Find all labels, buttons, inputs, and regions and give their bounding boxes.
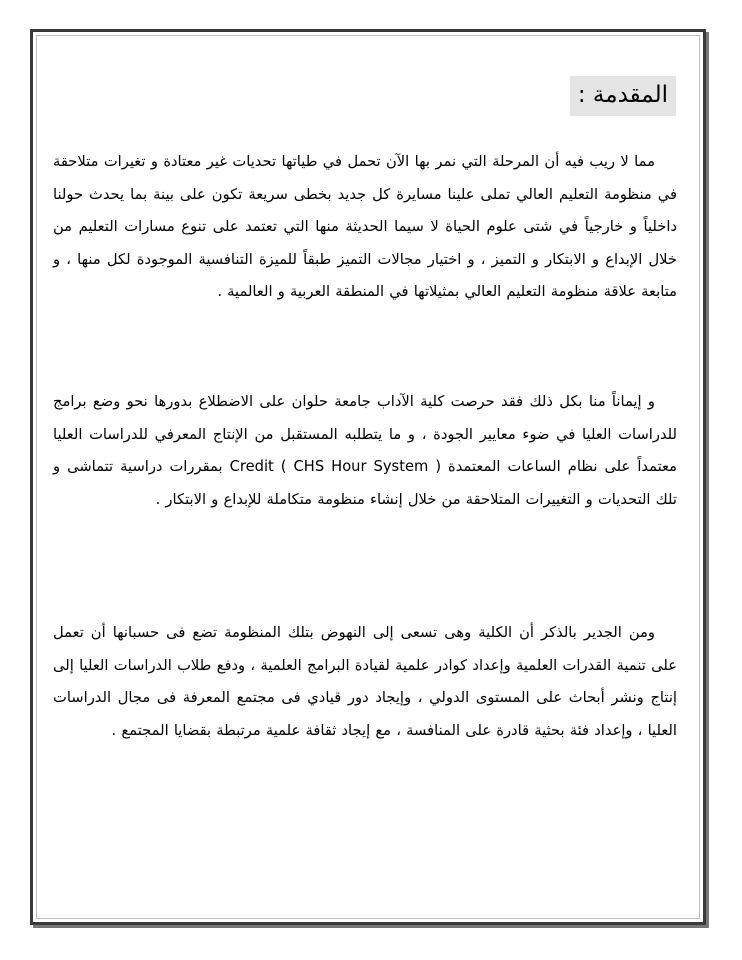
- paragraph-introduction: مما لا ريب فيه أن المرحلة التي نمر بها الآن تحمل في طياتها تحديات غير معتادة و تغيرات متلاحقة في منظومة التعليم العالي تملى علينا مسايرة كل جديد بخطى سريعة تكون على بينة بما يحدث حولنا داخلياً و خارجياً في شتى علوم الحياة لا سيما الحديثة منها التي تعتمد على تنوع مسارات التعليم من خلال الإبداع و الابتكار و التميز ، و اختيار مجالات التميز طبقاً للميزة التنافسية الموجودة لكل منها ، و متابعة علاقة منظومة التعليم العالي بمثيلاتها في المنطقة العربية و العالمية .: [53, 153, 677, 300]
- heading-container: [570, 76, 676, 116]
- paragraph-faculty-goals: ومن الجدير بالذكر أن الكلية وهى تسعى إلى النهوض بتلك المنظومة تضع فى حسبانها أن تعمل على تنمية القدرات العلمية وإعداد كوادر علمية لقيادة البرامج العلمية ، ودفع طلاب الدراسات العليا إلى إنتاج ونشر أبحاث على المستوى الدولي ، وإيجاد دور قيادي فى مجتمع المعرفة فى مجال الدراسات العليا ، وإعداد فئة بحثية قادرة على المنافسة ، مع إيجاد ثقافة علمية مرتبطة بقضايا المجتمع .: [53, 624, 677, 739]
- paragraph-faculty-commitment: و إيماناً منا بكل ذلك فقد حرصت كلية الآداب جامعة حلوان على الاضطلاع بدورها نحو وضع برامج للدراسات العليا في ضوء معايير الجودة ، و ما يتطلبه المستقبل من الإنتاج المعرفي للدراسات العليا معتمداً على نظام الساعات المعتمدة ( Credit ( CHS Hour System بمقررات دراسية تتماشى و تلك التحديات و التغييرات المتلاحقة من خلال إنشاء منظومة متكاملة للإبداع و الابتكار .: [53, 393, 677, 508]
- page-border: [30, 29, 706, 925]
- page-title: المقدمة :: [570, 76, 676, 116]
